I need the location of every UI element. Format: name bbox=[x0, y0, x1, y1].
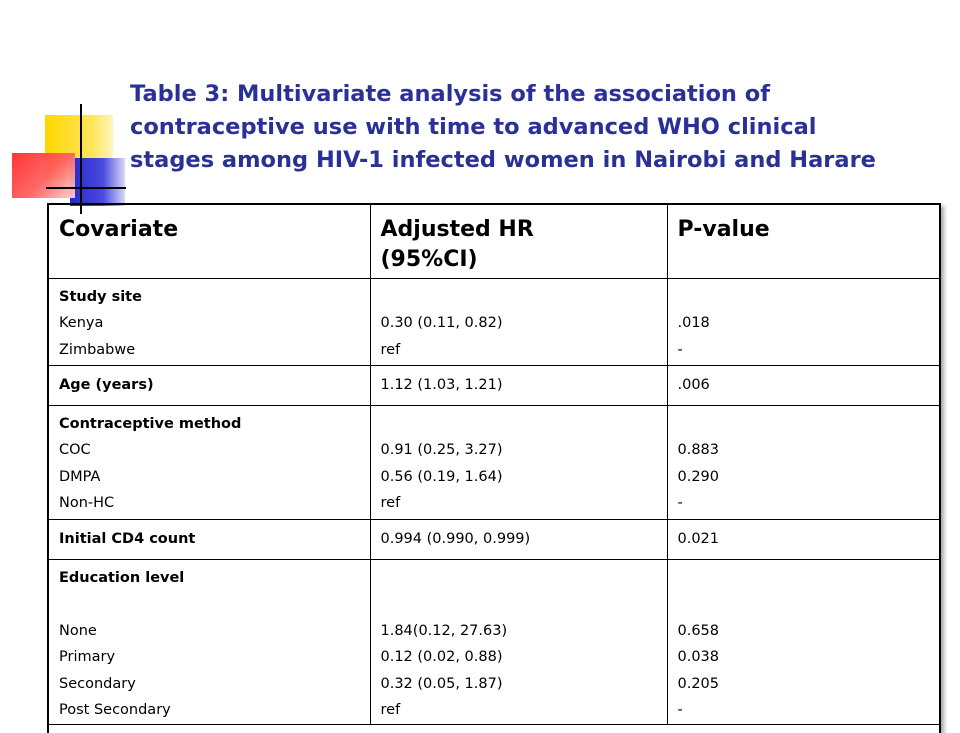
title-line-1: Table 3: Multivariate analysis of the association of bbox=[130, 81, 771, 107]
decorative-red-square bbox=[12, 153, 75, 198]
decorative-vertical-line bbox=[80, 104, 82, 214]
header-covariate: Covariate bbox=[49, 205, 370, 278]
slide-title bbox=[130, 78, 940, 177]
table-row bbox=[49, 519, 939, 559]
hr-cell: 0.30 (0.11, 0.82) ref bbox=[370, 278, 667, 365]
decorative-blue-square bbox=[70, 158, 125, 206]
table-header-row bbox=[49, 205, 939, 278]
title-line-2: contraceptive use with time to advanced WHO clinical bbox=[130, 114, 817, 140]
p-value-cell: 0.021 bbox=[667, 519, 939, 559]
results-table-container bbox=[47, 203, 941, 733]
table-row bbox=[49, 559, 939, 724]
p-value-cell: 0.883 0.290 - bbox=[667, 405, 939, 519]
p-value-cell: .006 bbox=[667, 365, 939, 405]
table-row bbox=[49, 365, 939, 405]
p-value-cell: 0.658 0.038 0.205 - bbox=[667, 559, 939, 724]
covariate-cell: Initial CD4 count bbox=[49, 519, 370, 559]
p-value-cell: .018 - bbox=[667, 278, 939, 365]
covariate-cell: Study site Kenya Zimbabwe bbox=[49, 278, 370, 365]
header-adjusted-hr: Adjusted HR (95%CI) bbox=[370, 205, 667, 278]
table-row bbox=[49, 405, 939, 519]
hr-cell: 0.994 (0.990, 0.999) bbox=[370, 519, 667, 559]
hr-cell: 1.84(0.12, 27.63) 0.12 (0.02, 0.88) 0.32 (0.05, 1.87) ref bbox=[370, 559, 667, 724]
hr-cell: 0.91 (0.25, 3.27) 0.56 (0.19, 1.64) ref bbox=[370, 405, 667, 519]
hr-cell: 1.12 (1.03, 1.21) bbox=[370, 365, 667, 405]
decorative-horizontal-line bbox=[46, 187, 126, 189]
covariate-cell: Education level None Primary Secondary Post Secondary bbox=[49, 559, 370, 724]
results-table bbox=[49, 205, 939, 725]
covariate-cell: Contraceptive method COC DMPA Non-HC bbox=[49, 405, 370, 519]
covariate-cell: Age (years) bbox=[49, 365, 370, 405]
header-p-value: P-value bbox=[667, 205, 939, 278]
table-row bbox=[49, 278, 939, 365]
title-line-3: stages among HIV-1 infected women in Nairobi and Harare bbox=[130, 147, 876, 173]
